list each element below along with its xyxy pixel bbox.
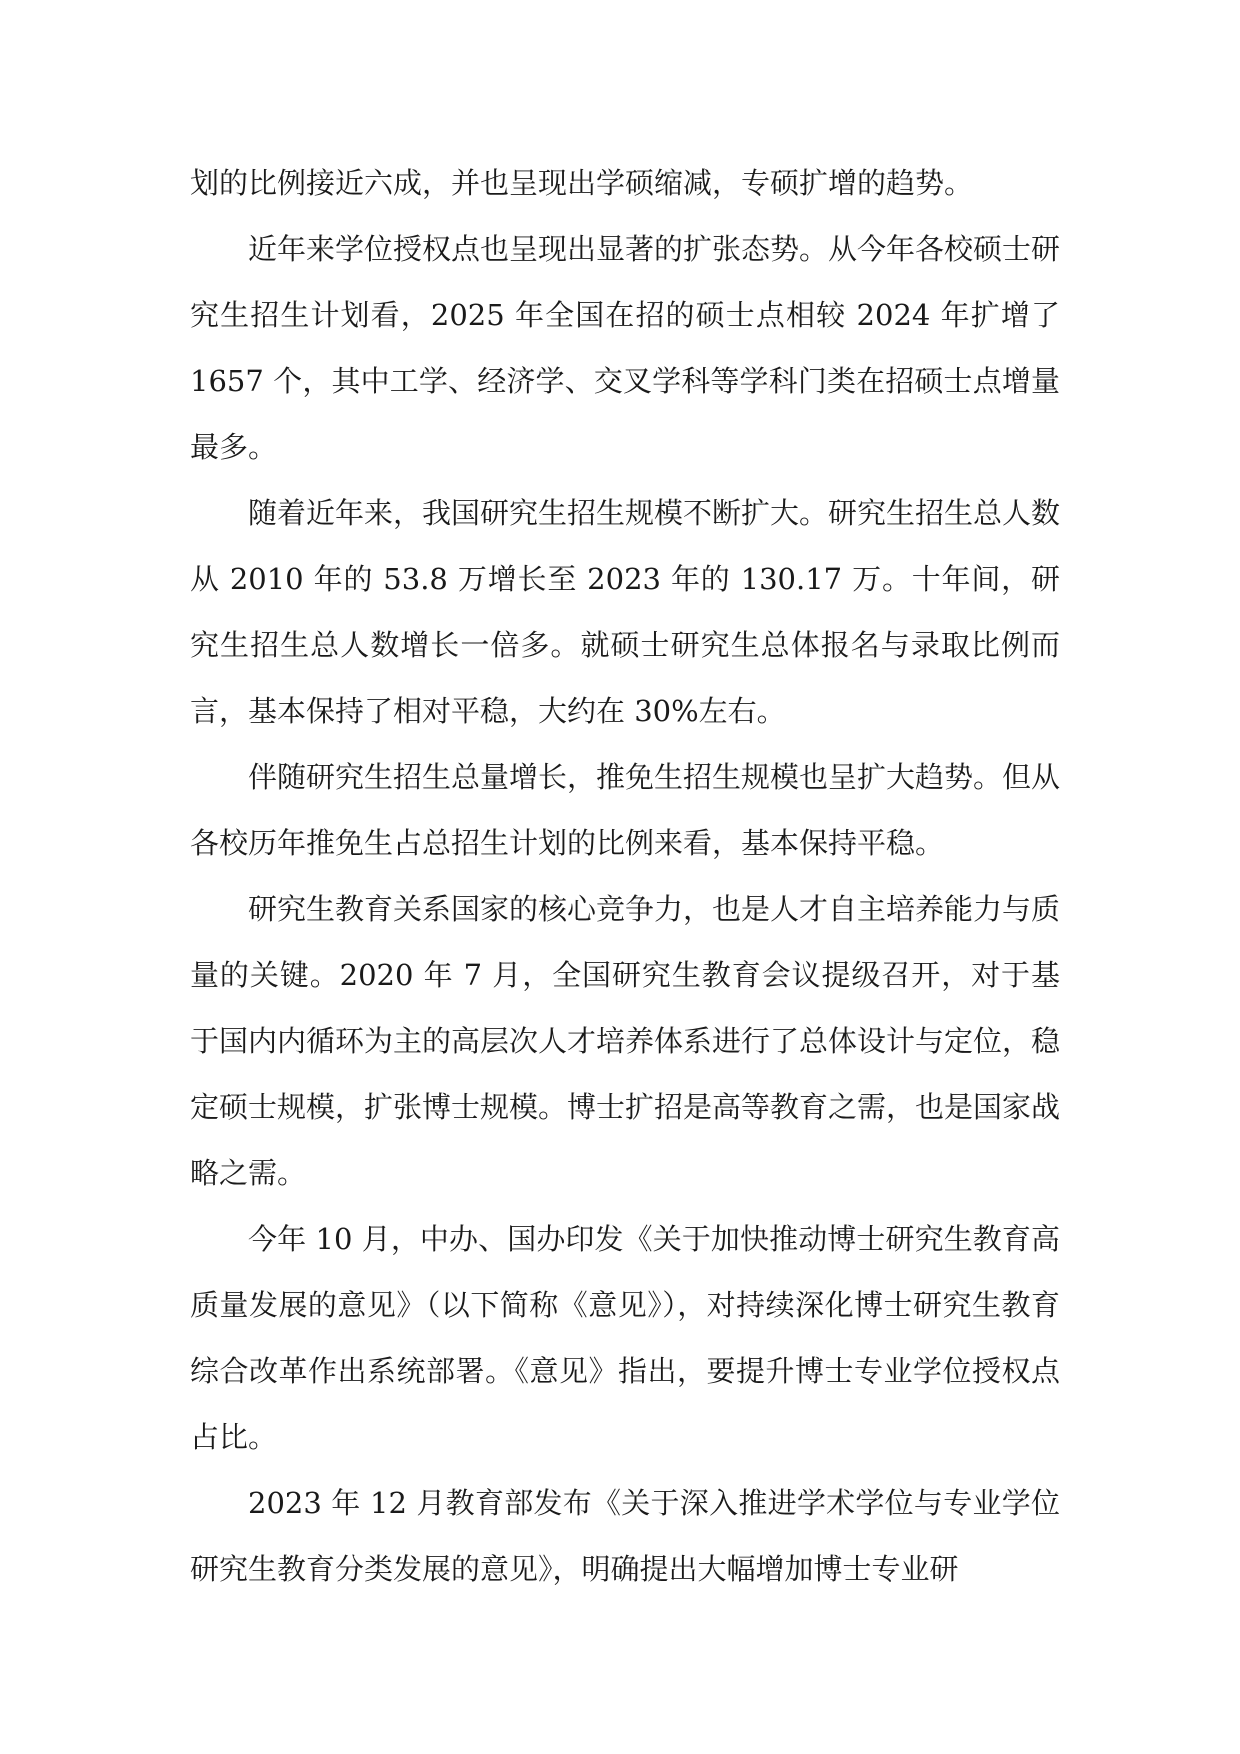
paragraph-3: 随着近年来，我国研究生招生规模不断扩大。研究生招生总人数从 2010 年的 53.8 万增长至 2023 年的 130.17 万。十年间，研究生招生总人数增长一倍多。就硕士研究生总体报名与录取比例而言，基本保持了相对平稳，大约在 30%左右。 (190, 496, 1061, 728)
paragraph-4: 伴随研究生招生总量增长，推免生招生规模也呈扩大趋势。但从各校历年推免生占总招生计划的比例来看，基本保持平稳。 (190, 760, 1061, 860)
paragraph-7: 2023 年 12 月教育部发布《关于深入推进学术学位与专业学位研究生教育分类发展的意见》，明确提出大幅增加博士专业研 (190, 1486, 1060, 1586)
paragraph-2: 近年来学位授权点也呈现出显著的扩张态势。从今年各校硕士研究生招生计划看，2025 年全国在招的硕士点相较 2024 年扩增了 1657 个，其中工学、经济学、交叉学科等学科门类在招硕士点增量最多。 (190, 232, 1061, 464)
document-body (190, 150, 1060, 1602)
paragraph-6: 今年 10 月，中办、国办印发《关于加快推动博士研究生教育高质量发展的意见》（以下简称《意见》），对持续深化博士研究生教育综合改革作出系统部署。《意见》指出，要提升博士专业学位授权点占比。 (190, 1222, 1060, 1454)
paragraph-1: 划的比例接近六成，并也呈现出学硕缩减，专硕扩增的趋势。 (190, 166, 974, 200)
paragraph-5: 研究生教育关系国家的核心竞争力，也是人才自主培养能力与质量的关键。2020 年 7 月，全国研究生教育会议提级召开，对于基于国内内循环为主的高层次人才培养体系进行了总体设计与定位，稳定硕士规模，扩张博士规模。博士扩招是高等教育之需，也是国家战略之需。 (190, 892, 1061, 1190)
